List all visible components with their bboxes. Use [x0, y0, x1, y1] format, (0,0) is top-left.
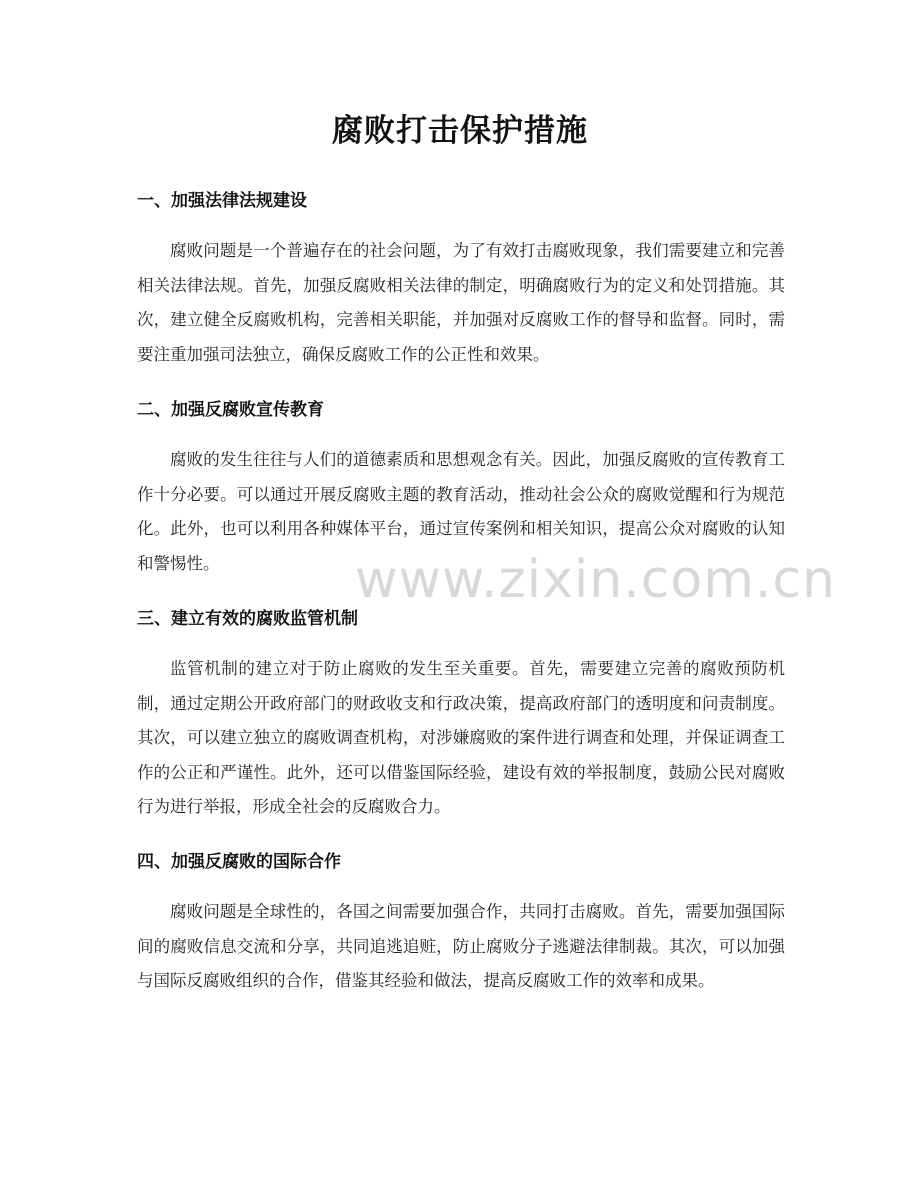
- section-body-2: 腐败的发生往往与人们的道德素质和思想观念有关。因此，加强反腐败的宣传教育工作十分必要。可以通过开展反腐败主题的教育活动，推动社会公众的腐败觉醒和行为规范化。此外，也可以利用各种媒体平台，通过宣传案例和相关知识，提高公众对腐败的认知和警惕性。: [137, 450, 785, 573]
- section-body-3: 监管机制的建立对于防止腐败的发生至关重要。首先，需要建立完善的腐败预防机制，通过定期公开政府部门的财政收支和行政决策，提高政府部门的透明度和问责制度。其次，可以建立独立的腐败调查机构，对涉嫌腐败的案件进行调查和处理，并保证调查工作的公正和严谨性。此外，还可以借鉴国际经验，建设有效的举报制度，鼓励公民对腐败行为进行举报，形成全社会的反腐败合力。: [137, 659, 785, 816]
- section-body-4: 腐败问题是全球性的，各国之间需要加强合作，共同打击腐败。首先，需要加强国际间的腐败信息交流和分享，共同追逃追赃，防止腐败分子逃避法律制裁。其次，可以加强与国际反腐败组织的合作，借鉴其经验和做法，提高反腐败工作的效率和成果。: [137, 902, 785, 990]
- document-title: 腐败打击保护措施: [332, 113, 588, 149]
- section-body-1: 腐败问题是一个普遍存在的社会问题，为了有效打击腐败现象，我们需要建立和完善相关法律法规。首先，加强反腐败相关法律的制定，明确腐败行为的定义和处罚措施。其次，建立健全反腐败机构，完善相关职能，并加强对反腐败工作的督导和监督。同时，需要注重加强司法独立，确保反腐败工作的公正性和效果。: [137, 241, 785, 364]
- section-heading-3: 三、建立有效的腐败监管机制: [137, 609, 358, 629]
- section-heading-2: 二、加强反腐败宣传教育: [137, 400, 324, 420]
- section-heading-4: 四、加强反腐败的国际合作: [137, 852, 341, 872]
- section-heading-1: 一、加强法律法规建设: [137, 191, 307, 211]
- watermark-text: www.zixin.com.cn: [355, 550, 836, 610]
